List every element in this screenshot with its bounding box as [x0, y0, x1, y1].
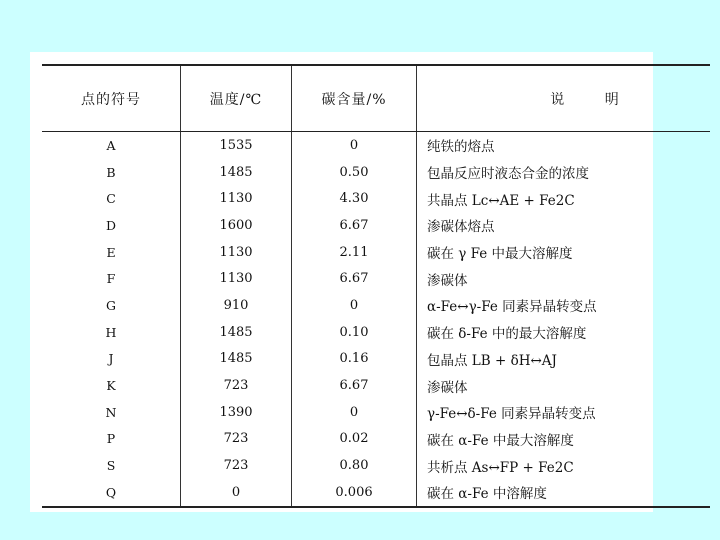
cell-carbon: 4.30	[292, 185, 417, 212]
cell-desc: 纯铁的熔点	[417, 132, 711, 159]
cell-temp: 1485	[181, 346, 292, 373]
cell-carbon: 0	[292, 132, 417, 159]
cell-temp: 1130	[181, 185, 292, 212]
cell-temp: 1485	[181, 159, 292, 186]
cell-carbon: 0	[292, 399, 417, 426]
cell-point: C	[106, 191, 116, 207]
cell-temp: 1535	[181, 132, 292, 159]
cell-temp: 1390	[181, 399, 292, 426]
cell-point: S	[106, 458, 116, 474]
table-row	[42, 452, 710, 479]
cell-desc: 包晶点 LB + δH↔AJ	[417, 346, 711, 373]
table-row	[42, 159, 710, 186]
cell-temp: 723	[181, 426, 292, 453]
cell-temp: 1130	[181, 239, 292, 266]
cell-temp: 1485	[181, 319, 292, 346]
table-row	[42, 132, 710, 159]
cell-point: E	[106, 244, 116, 260]
cell-desc: 碳在 δ-Fe 中的最大溶解度	[417, 319, 711, 346]
cell-carbon: 6.67	[292, 372, 417, 399]
cell-desc: α-Fe↔γ-Fe 同素异晶转变点	[417, 292, 711, 319]
table-row	[42, 319, 710, 346]
table-row	[42, 185, 710, 212]
cell-carbon: 0.006	[292, 479, 417, 507]
cell-carbon: 0	[292, 292, 417, 319]
header-carbon-content: 碳含量/%	[292, 65, 417, 132]
table-row	[42, 265, 710, 292]
cell-desc: 渗碳体熔点	[417, 212, 711, 239]
cell-point: B	[106, 164, 116, 180]
cell-temp: 723	[181, 452, 292, 479]
cell-desc: 共析点 As↔FP + Fe2C	[417, 452, 711, 479]
cell-desc: 碳在 α-Fe 中最大溶解度	[417, 426, 711, 453]
header-temperature: 温度/℃	[181, 65, 292, 132]
cell-carbon: 6.67	[292, 265, 417, 292]
cell-temp: 1600	[181, 212, 292, 239]
table-row	[42, 426, 710, 453]
cell-point: P	[106, 431, 116, 447]
header-description: 说 明	[417, 65, 711, 132]
cell-point: H	[105, 324, 117, 340]
document-sheet	[30, 52, 653, 512]
cell-desc: 渗碳体	[417, 372, 711, 399]
cell-point: G	[106, 297, 116, 313]
cell-point: Q	[42, 479, 181, 507]
cell-desc: γ-Fe↔δ-Fe 同素异晶转变点	[417, 399, 711, 426]
cell-carbon: 0.50	[292, 159, 417, 186]
cell-point: F	[106, 271, 116, 287]
cell-point: J	[108, 351, 114, 367]
cell-point: D	[105, 217, 117, 233]
table-row	[42, 399, 710, 426]
header-point-symbol: 点的符号	[42, 65, 181, 132]
cell-point: N	[105, 404, 117, 420]
table-row	[42, 479, 710, 507]
cell-desc: 渗碳体	[417, 265, 711, 292]
table-row	[42, 292, 710, 319]
table-row	[42, 239, 710, 266]
cell-temp: 0	[181, 479, 292, 507]
cell-desc: 碳在 γ Fe 中最大溶解度	[417, 239, 711, 266]
cell-desc: 包晶反应时液态合金的浓度	[417, 159, 711, 186]
table-row	[42, 372, 710, 399]
cell-desc: 碳在 α-Fe 中溶解度	[417, 479, 711, 507]
cell-carbon: 2.11	[292, 239, 417, 266]
cell-temp: 723	[181, 372, 292, 399]
table-row	[42, 212, 710, 239]
table-row	[42, 346, 710, 373]
cell-carbon: 0.10	[292, 319, 417, 346]
iron-carbon-points-table	[42, 64, 710, 508]
cell-point: A	[106, 137, 116, 153]
cell-temp: 1130	[181, 265, 292, 292]
cell-temp: 910	[181, 292, 292, 319]
cell-carbon: 6.67	[292, 212, 417, 239]
cell-carbon: 0.80	[292, 452, 417, 479]
cell-desc: 共晶点 Lc↔AE + Fe2C	[417, 185, 711, 212]
cell-point: K	[106, 378, 116, 394]
cell-carbon: 0.16	[292, 346, 417, 373]
table-header-row	[42, 65, 710, 132]
cell-carbon: 0.02	[292, 426, 417, 453]
